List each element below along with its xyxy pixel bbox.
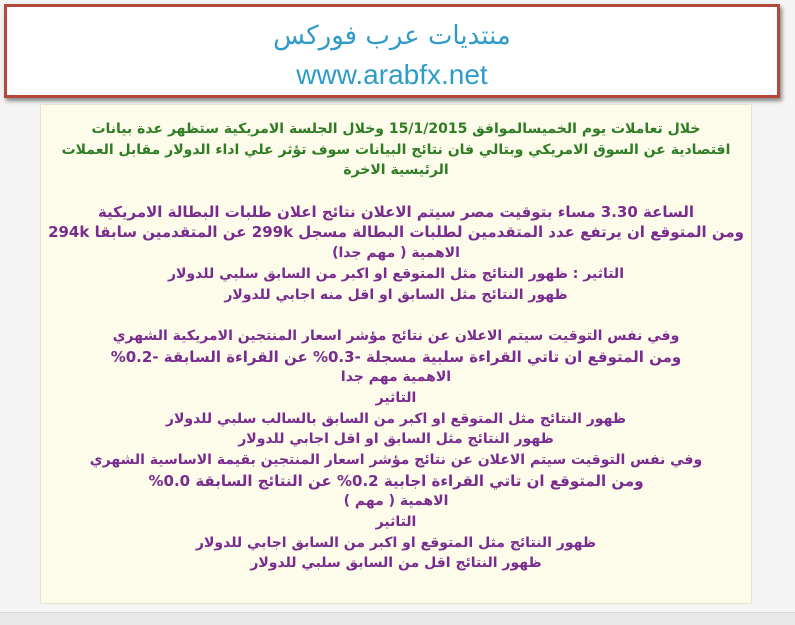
horizontal-scrollbar[interactable] [0, 612, 795, 625]
forecast-line: ومن المتوقع ان تاتي القراءة اجابية 0.2% عن النتائج السابقة 0.0% [148, 471, 644, 490]
forum-title: منتديات عرب فوركس [273, 21, 511, 51]
release-line: الساعة 3.30 مساء بتوقيت مصر سيتم الاعلان نتائج اعلان طلبات البطالة الامريكية [97, 202, 695, 221]
importance-line: الاهمية ( مهم ) [343, 493, 449, 510]
impact-heading: التاثير [375, 514, 417, 531]
impact-heading: التاثير [375, 389, 417, 406]
release-line: وفي نفس التوقيت سيتم الاعلان عن نتائج مؤشر اسعار المنتجين بقيمة الاساسية الشهري [89, 452, 703, 468]
post-text [41, 119, 751, 574]
page-margin [0, 98, 40, 625]
intro-line: خلال تعاملات يوم الخميسالموافق 15/1/2015 وخلال الجلسة الامريكية ستظهر عدة بيانات [91, 121, 701, 137]
impact-line: ظهور النتائج مثل السابق او اقل اجابي للدولار [238, 431, 554, 448]
forecast-line: ومن المتوقع ان تاتي القراءة سلبية مسجلة -0.3% عن القراءة السابقة -0.2% [110, 347, 682, 366]
impact-line: التاثير : ظهور النتائج مثل المتوقع او اكبر من السابق سلبي للدولار [168, 265, 624, 282]
impact-line: ظهور النتائج اقل من السابق سلبي للدولار [250, 555, 542, 572]
release-line: ومن المتوقع ان يرتفع عدد المتقدمين لطلبات البطالة مسجل 299k عن المتقدمين سابقا 294k [48, 223, 744, 242]
forum-url-link[interactable]: www.arabfx.net [296, 59, 488, 90]
spacer [41, 181, 751, 202]
intro-line: الرئيسية الاخرة [343, 162, 449, 179]
impact-line: ظهور النتائج مثل المتوقع او اكبر من السابق بالسالب سلبي للدولار [165, 410, 627, 427]
impact-line: ظهور النتائج مثل السابق او اقل منه اجابي للدولار [224, 286, 568, 303]
impact-line: ظهور النتائج مثل المتوقع او اكبر من السابق اجابي للدولار [195, 534, 597, 551]
intro-line: اقتصادية عن السوق الامريكي وبتالي فان نتائج البيانات سوف تؤثر علي اداء الدولار مقابل العملات [61, 141, 731, 158]
spacer [41, 305, 751, 326]
release-line: وفي نفس التوقيت سيتم الاعلان عن نتائج مؤشر اسعار المنتجين الامريكية الشهري [112, 327, 680, 344]
importance-line: الاهمية مهم جدا [340, 369, 452, 386]
importance-line: الاهمية ( مهم جدا) [332, 245, 460, 262]
post-content [40, 104, 752, 604]
forum-banner [4, 4, 780, 98]
